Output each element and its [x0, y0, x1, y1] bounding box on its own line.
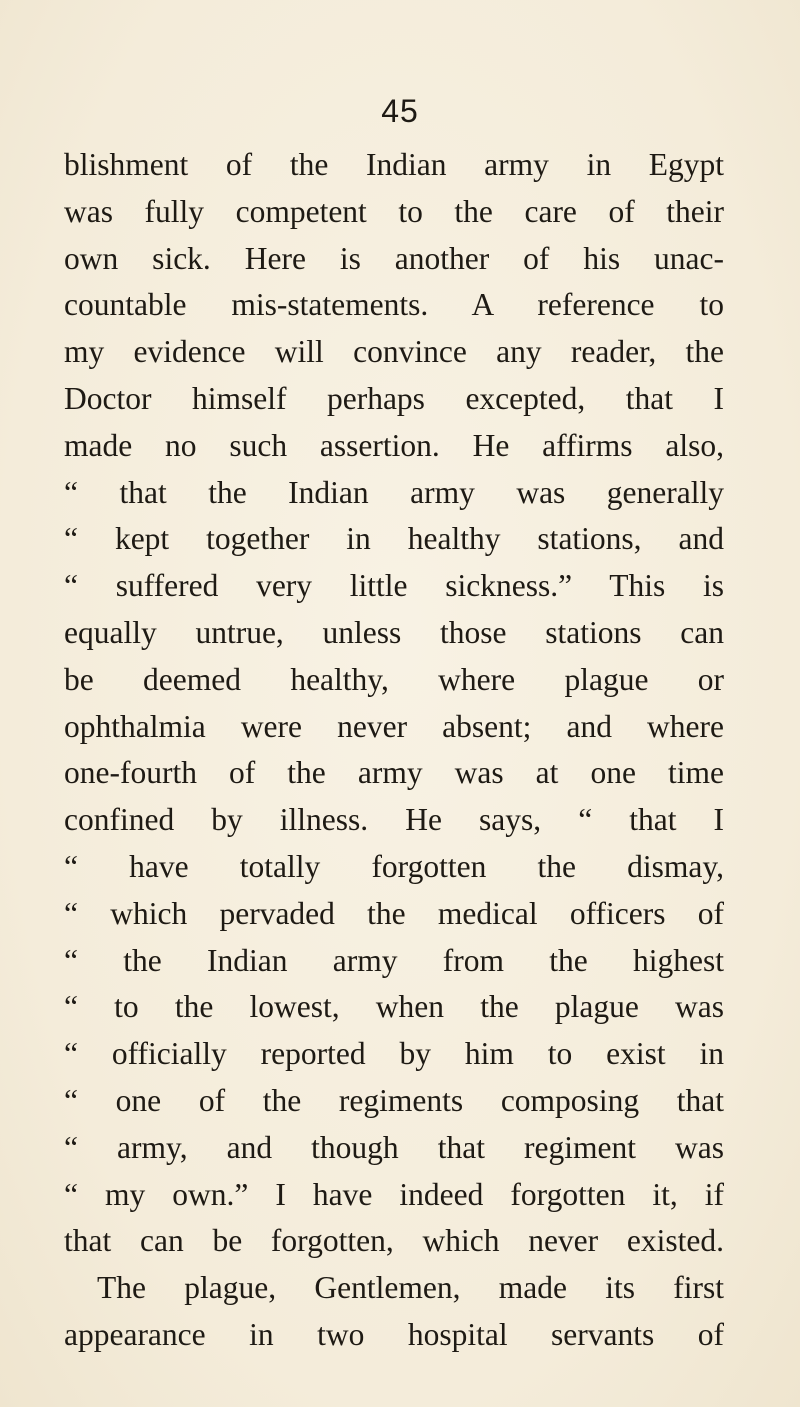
text-line: one-fourth of the army was at one time [64, 755, 724, 791]
text-line: “ my own.” I have indeed forgotten it, if [64, 1176, 724, 1212]
text-line: appearance in two hospital servants of [64, 1316, 724, 1352]
text-line: “ kept together in healthy stations, and [64, 521, 724, 557]
text-line: ophthalmia were never absent; and where [64, 708, 724, 744]
text-line: The plague, Gentlemen, made its first [97, 1270, 724, 1306]
text-line: that can be forgotten, which never existed. [64, 1223, 724, 1259]
text-line: “ suffered very little sickness.” This is [64, 568, 724, 604]
text-line: “ that the Indian army was generally [64, 474, 724, 510]
text-line: “ one of the regiments composing that [64, 1082, 724, 1118]
text-line: blishment of the Indian army in Egypt [64, 147, 724, 182]
text-line: my evidence will convince any reader, the [64, 334, 724, 370]
body-text [64, 142, 724, 1359]
text-line: “ have totally forgotten the dismay, [64, 848, 724, 884]
text-line: own sick. Here is another of his unac- [64, 240, 724, 276]
text-line: “ the Indian army from the highest [64, 942, 724, 978]
text-line: was fully competent to the care of their [64, 193, 724, 229]
text-line: Doctor himself perhaps excepted, that I [64, 380, 724, 416]
text-line: “ army, and though that regiment was [64, 1129, 724, 1165]
text-line: be deemed healthy, where plague or [64, 661, 724, 697]
text-line: confined by illness. He says, “ that I [64, 802, 724, 838]
text-line: “ to the lowest, when the plague was [64, 989, 724, 1025]
page-number: 45 [381, 93, 419, 129]
text-line: made no such assertion. He affirms also, [64, 427, 724, 463]
text-line: countable mis-statements. A reference to [64, 287, 724, 323]
text-line: “ officially reported by him to exist in [64, 1036, 724, 1072]
text-line: “ which pervaded the medical officers of [64, 895, 724, 931]
text-line: equally untrue, unless those stations can [64, 614, 724, 650]
